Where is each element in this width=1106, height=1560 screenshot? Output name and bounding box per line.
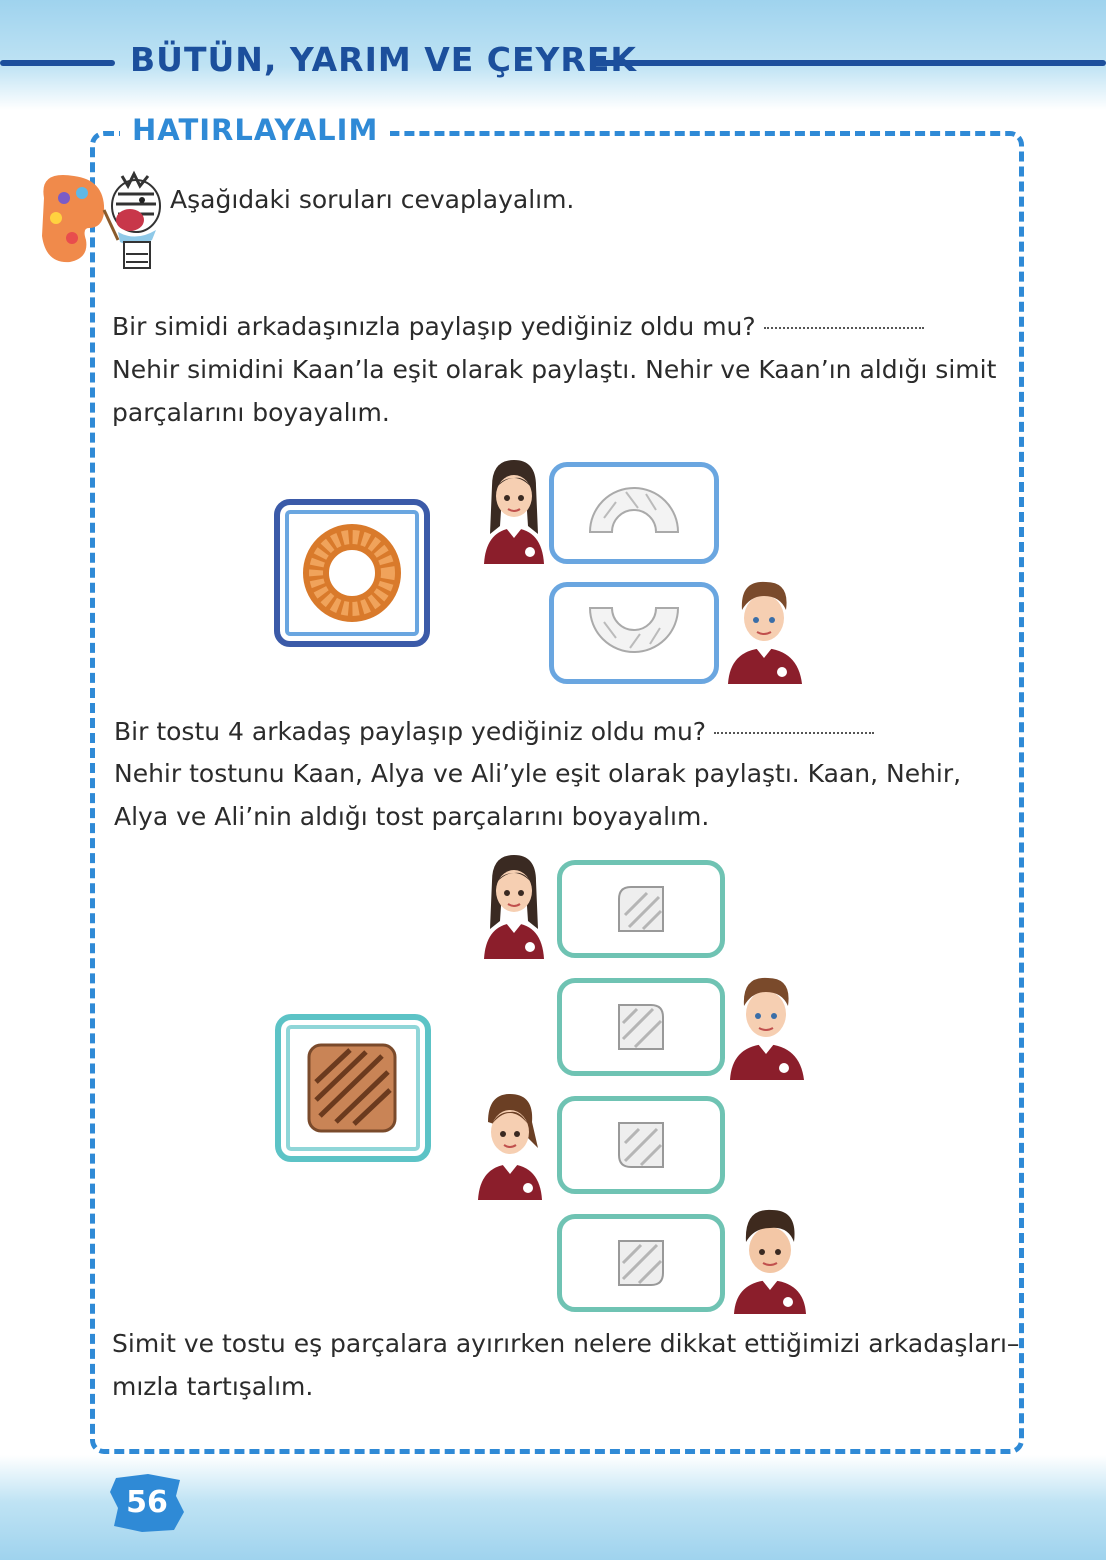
tost-quarter-icon xyxy=(617,1003,665,1051)
boy-kaan-icon xyxy=(724,574,806,684)
simit-bottom-half-icon xyxy=(586,604,682,662)
girl-nehir-icon xyxy=(478,851,550,959)
answer-blank[interactable] xyxy=(764,327,924,329)
answer-blank[interactable] xyxy=(714,732,874,734)
tost-quarter-icon xyxy=(617,885,665,933)
tost-instruction-line-1: Nehir tostunu Kaan, Alya ve Ali’yle eşit olarak paylaştı. Kaan, Nehir, xyxy=(114,759,962,788)
title-line-right xyxy=(590,60,1106,66)
girl-nehir-icon xyxy=(478,456,550,564)
closing-line-1: Simit ve tostu eş parçalara ayırırken nelere dikkat ettiğimizi arkadaşları– xyxy=(112,1329,1020,1358)
zebra-mascot-icon xyxy=(34,158,169,276)
girl-alya-icon xyxy=(472,1088,548,1200)
tost-quarter-icon xyxy=(617,1239,665,1287)
tost-quarter-icon xyxy=(617,1121,665,1169)
tost-icon xyxy=(306,1042,398,1134)
simit-instruction-line-2: parçalarını boyayalım. xyxy=(112,398,390,427)
simit-question: Bir simidi arkadaşınızla paylaşıp yediğiniz oldu mu? xyxy=(112,305,924,348)
title-line-left xyxy=(0,60,115,66)
tost-question: Bir tostu 4 arkadaş paylaşıp yediğiniz oldu mu? xyxy=(114,710,874,753)
tost-instruction-line-2: Alya ve Ali’nin aldığı tost parçalarını boyayalım. xyxy=(114,802,710,831)
page-title: BÜTÜN, YARIM VE ÇEYREK xyxy=(130,40,637,79)
boy-ali-icon xyxy=(730,1202,810,1314)
simit-top-half-icon xyxy=(586,478,682,536)
simit-instruction-line-1: Nehir simidini Kaan’la eşit olarak paylaştı. Nehir ve Kaan’ın aldığı simit xyxy=(112,355,997,384)
intro-text: Aşağıdaki soruları cevaplayalım. xyxy=(170,185,575,214)
page-number: 56 xyxy=(126,1485,168,1520)
section-label: HATIRLAYALIM xyxy=(120,113,390,147)
simit-icon xyxy=(300,522,404,624)
closing-line-2: mızla tartışalım. xyxy=(112,1372,314,1401)
boy-kaan-icon xyxy=(726,970,808,1080)
